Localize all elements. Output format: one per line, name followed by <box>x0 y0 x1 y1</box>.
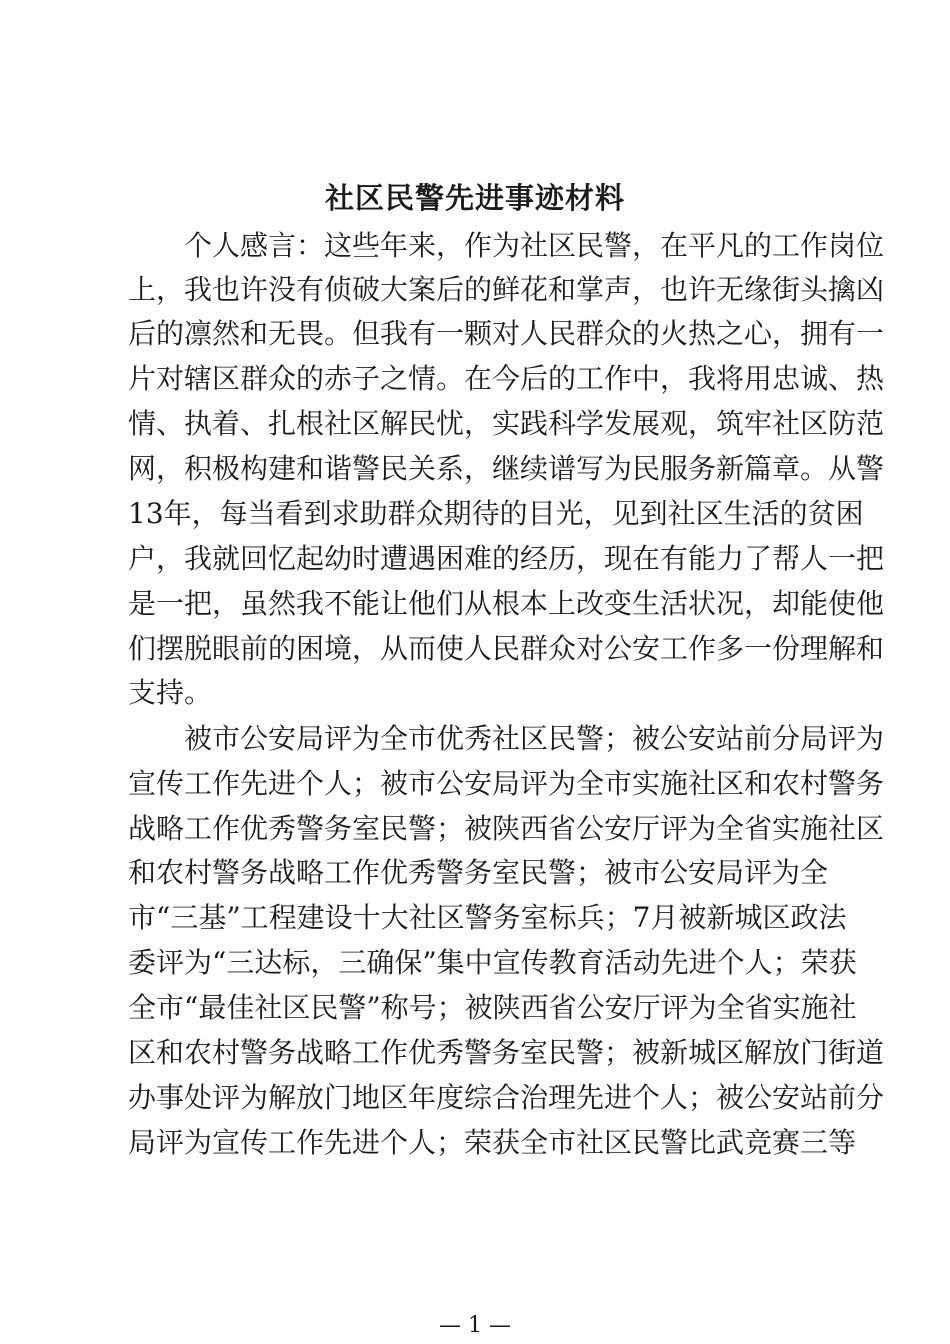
text-line: 局评为宣传工作先进个人；荣获全市社区民警比武竞赛三等 <box>128 1126 857 1159</box>
text-line: 战略工作优秀警务室民警；被陕西省公安厅评为全省实施社区 <box>128 812 885 845</box>
text-line: 支持。 <box>128 676 213 709</box>
text-line: 区和农村警务战略工作优秀警务室民警；被新城区解放门街道 <box>128 1036 885 1069</box>
text-line: 市“三基”工程建设十大社区警务室标兵；7月被新城区政法 <box>128 901 847 934</box>
text-line: 和农村警务战略工作优秀警务室民警；被市公安局评为全 <box>128 856 829 889</box>
page-number: — 1 — <box>439 1313 511 1338</box>
text-line: 网，积极构建和谐警民关系，继续谱写为民服务新篇章。从警 <box>128 452 885 485</box>
text-line: 们摆脱眼前的困境，从而使人民群众对公安工作多一份理解和 <box>128 632 885 665</box>
text-line: 情、执着、扎根社区解民忧，实践科学发展观，筑牢社区防范 <box>128 407 885 440</box>
text-line: 是一把，虽然我不能让他们从根本上改变生活状况，却能使他 <box>128 587 885 620</box>
text-line: 13年，每当看到求助群众期待的目光，见到社区生活的贫困 <box>128 497 864 530</box>
text-line: 上，我也许没有侦破大案后的鲜花和掌声，也许无缘街头擒凶 <box>128 273 885 306</box>
text-line: 委评为“三达标，三确保”集中宣传教育活动先进个人；荣获 <box>128 946 857 979</box>
text-line: 片对辖区群众的赤子之情。在今后的工作中，我将用忠诚、热 <box>128 362 885 395</box>
text-line: 后的凛然和无畏。但我有一颗对人民群众的火热之心，拥有一 <box>128 317 885 350</box>
text-line: 宣传工作先进个人；被市公安局评为全市实施社区和农村警务 <box>128 767 885 800</box>
text-line: 个人感言：这些年来，作为社区民警，在平凡的工作岗位 <box>128 229 885 262</box>
text-line: 被市公安局评为全市优秀社区民警；被公安站前分局评为 <box>128 722 885 755</box>
text-line: 办事处评为解放门地区年度综合治理先进个人；被公安站前分 <box>128 1081 885 1114</box>
document-title: 社区民警先进事迹材料 <box>324 181 625 215</box>
text-line: 全市“最佳社区民警”称号；被陕西省公安厅评为全省实施社 <box>128 991 857 1024</box>
text-line: 户，我就回忆起幼时遭遇困难的经历，现在有能力了帮人一把 <box>128 542 885 575</box>
